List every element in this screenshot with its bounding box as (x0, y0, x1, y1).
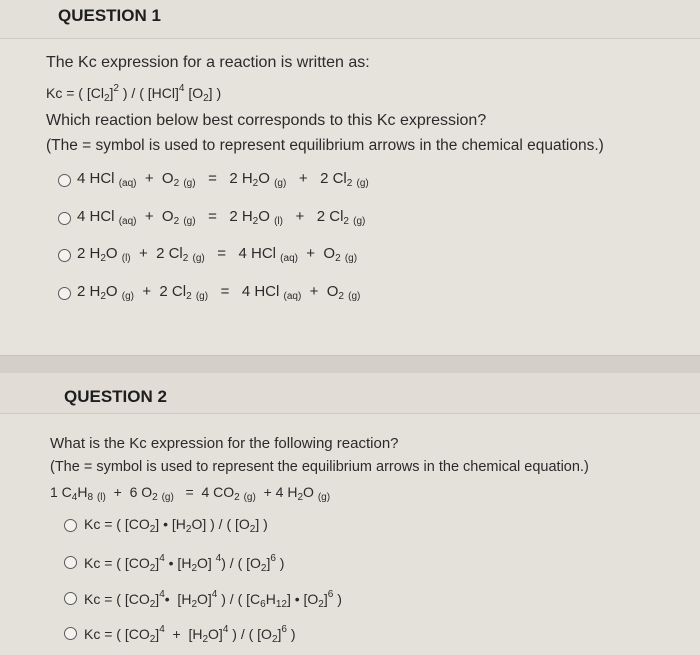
q2-option-2-label[interactable]: Kc = ( $[CO_2]^4$ • $[H_2O]$ $^4$) / ( $[O_2]^6$ ) (84, 553, 285, 574)
q2-option-1-radio[interactable] (64, 519, 77, 532)
q1-option-4-radio[interactable] (58, 287, 71, 300)
q1-note: (The = symbol is used to represent equilibrium arrows in the chemical equations.) (46, 137, 604, 154)
question-1-body (0, 39, 700, 355)
question-2-body (0, 414, 700, 655)
q1-intro: The Kc expression for a reaction is written as: (46, 54, 370, 71)
q1-option-3-radio[interactable] (58, 249, 71, 262)
q2-reaction: 1 $C_4H_8$ $_{(l)}$ + 6 $O_2$ $_{(g)}$ = 4 $CO_2$ $_{(g)}$ + 4 $H_2O$ $_{(g)}$ (50, 484, 331, 503)
q1-option-3-label[interactable]: 2 $H_2O$ $_{(l)}$ + 2 $Cl_2$ $_{(g)}$ = 4 HCl $_{(aq)} + O_2$ $_{(g)}$ (77, 245, 358, 264)
q1-option-1-radio[interactable] (58, 174, 71, 187)
question-2-header (0, 373, 700, 414)
q2-option-1-label[interactable]: Kc = ( $[CO_2]$ • $[H_2O]$ ) / ( $[O_2]$ ) (84, 516, 268, 535)
q1-option-2-radio[interactable] (58, 212, 71, 225)
q2-option-3-label[interactable]: Kc = ( $[CO_2]^4•$ $[H_2O]^4$ ) / ( $[C_6H_{12}]$ • $[O_2]^6$ ) (84, 589, 342, 610)
q2-option-2-radio[interactable] (64, 556, 77, 569)
q2-option-4-label[interactable]: Kc = ( $[CO_2]^4 + [H_2O]^4$ ) / ( $[O_2]^6$ ) (84, 624, 296, 645)
q2-note: (The = symbol is used to represent the equilibrium arrows in the chemical equation.) (50, 459, 589, 475)
question-2-title: QUESTION 2 (64, 387, 167, 406)
q1-option-2-label[interactable]: 4 HCl $_{(aq)} + O_2$ $_{(g)}$ = 2 $H_2O$ $_{(l)}$ + 2 $Cl_2$ $_{(g)}$ (77, 208, 366, 227)
q2-prompt: What is the Kc expression for the following reaction? (50, 435, 399, 452)
question-divider (0, 355, 700, 375)
q2-option-3-radio[interactable] (64, 592, 77, 605)
q1-kc-expression: Kc = ( $[Cl_2]^2$ ) / ( [HCl]$^4$ $[O_2]$ ) (46, 83, 222, 104)
question-1-header (0, 0, 700, 39)
q1-option-1-label[interactable]: 4 HCl $_{(aq)} + O_2$ $_{(g)}$ = 2 $H_2O$ $_{(g)}$ + 2 $Cl_2$ $_{(g)}$ (77, 170, 369, 189)
q1-prompt: Which reaction below best corresponds to this Kc expression? (46, 112, 487, 129)
q1-option-4-label[interactable]: 2 $H_2O$ $_{(g)}$ + 2 $Cl_2$ $_{(g)}$ = 4 HCl $_{(aq)} + O_2$ $_{(g)}$ (77, 283, 361, 302)
q2-option-4-radio[interactable] (64, 627, 77, 640)
question-1-title: QUESTION 1 (58, 6, 161, 25)
